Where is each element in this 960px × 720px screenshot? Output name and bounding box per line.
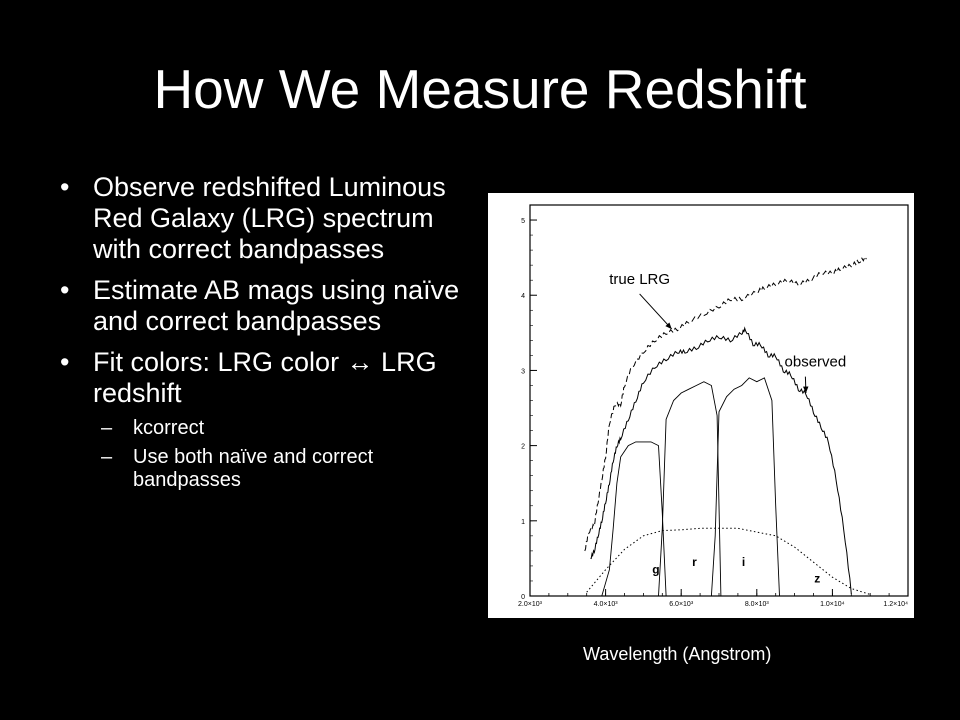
spectrum-plot: [488, 193, 914, 618]
bandpass-label: g: [652, 562, 660, 577]
bullet-marker: •: [60, 275, 70, 305]
annotation-label: true LRG: [609, 270, 671, 288]
bullet-item: [60, 172, 460, 265]
sub-bullet-list: [93, 417, 460, 492]
bullet-marker: •: [60, 347, 70, 377]
annotation-label: observed: [784, 353, 847, 371]
sub-bullet-marker: –: [101, 446, 113, 468]
bandpass-z: [587, 528, 871, 594]
bandpass-label: z: [814, 571, 821, 586]
bullet-marker: •: [60, 172, 70, 202]
x-tick-label: 1.0×10⁴: [820, 601, 845, 608]
y-tick-label: 1: [521, 518, 525, 526]
bullet-text: Observe redshifted Luminous Red Galaxy (LRG) spectrum with correct bandpasses: [93, 172, 446, 264]
bandpass-r: [659, 382, 721, 596]
x-tick-label: 8.0×10³: [744, 601, 769, 608]
x-tick-label: 2.0×10³: [518, 601, 542, 608]
annotation-arrow: [640, 294, 672, 329]
series-true-lrg: [585, 257, 867, 551]
sub-bullet-item: [93, 417, 460, 440]
spectrum-chart: [488, 193, 914, 618]
sub-bullet-marker: –: [101, 417, 113, 439]
bandpass-label: r: [692, 554, 697, 569]
y-tick-label: 5: [521, 218, 525, 226]
bullet-text: Estimate AB mags using naïve and correct bandpasses: [93, 275, 460, 336]
y-tick-label: 3: [521, 368, 525, 376]
y-tick-label: 2: [521, 443, 525, 451]
plot-frame: [530, 205, 908, 596]
x-tick-label: 4.0×10³: [593, 601, 618, 608]
bullet-item: [60, 275, 460, 337]
x-tick-label: 1.2×10⁴: [883, 601, 908, 608]
sub-bullet-item: [93, 446, 460, 492]
slide-title: How We Measure Redshift: [153, 58, 807, 120]
bullet-item: [60, 347, 460, 492]
x-tick-label: 6.0×10³: [669, 601, 694, 608]
sub-bullet-text: kcorrect: [133, 417, 205, 439]
bullet-text: Fit colors: LRG color ↔ LRG redshift: [93, 347, 437, 408]
bandpass-label: i: [741, 554, 746, 569]
sub-bullet-text: Use both naïve and correct bandpasses: [133, 446, 374, 491]
bullet-list: [60, 172, 460, 502]
bandpass-i: [711, 378, 779, 596]
y-axis-label: Photon Flux Density: [491, 339, 508, 488]
x-axis-label: Wavelength (Angstrom): [583, 644, 772, 664]
y-tick-label: 0: [521, 594, 525, 601]
y-tick-label: 4: [521, 293, 525, 301]
